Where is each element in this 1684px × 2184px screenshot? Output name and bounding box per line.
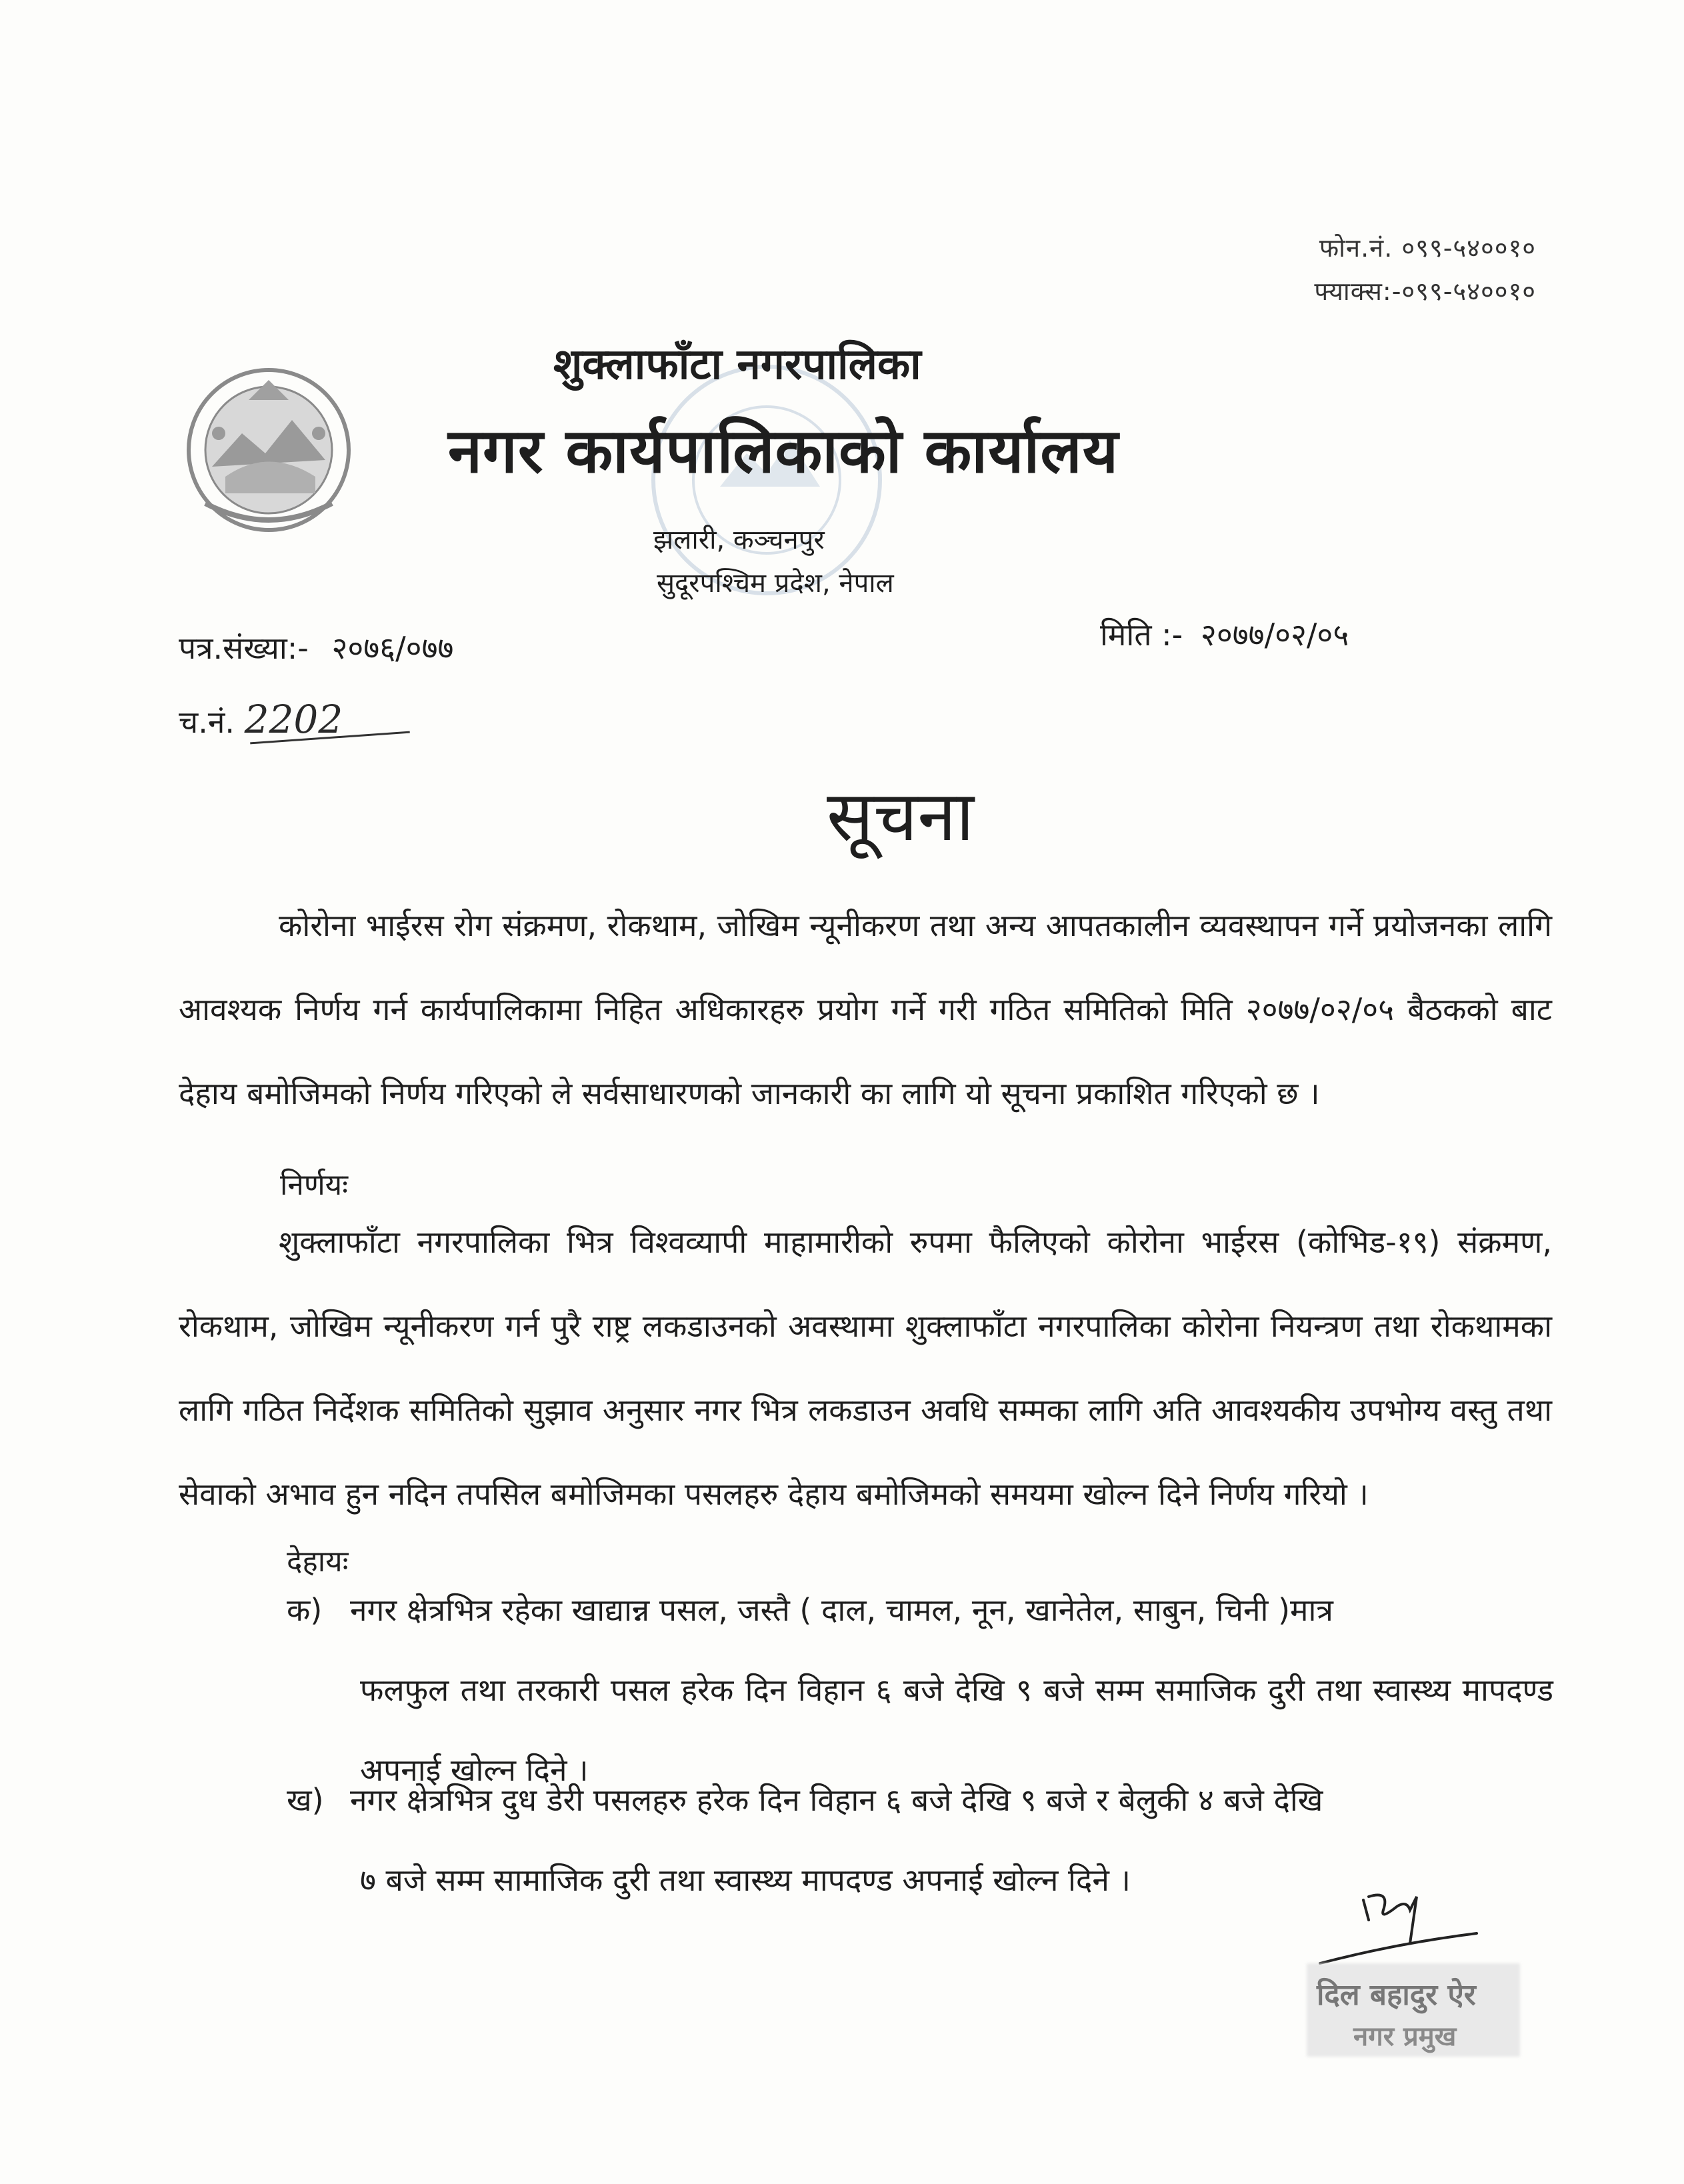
signature-icon (1317, 1870, 1517, 1977)
fax-number: फ्याक्स:-०९९-५४००१० (1314, 277, 1536, 306)
decision-paragraph: शुक्लाफाँटा नगरपालिका भित्र विश्वव्यापी माहामारीको रुपमा फैलिएको कोरोना भाईरस (कोभिड-१९) संक्रमण, रोकथाम, जोखिम न्यूनीकरण गर्न पुरै राष्ट्र लकडाउनको अवस्थामा शुक्लाफाँटा नगरपालिका कोरोना नियन्त्रण तथा रोकथामका लागि गठित निर्देशक समितिको सुझाव अनुसार नगर भित्र लकडाउन अवधि सम्मका लागि अति आवश्यकीय उपभोग्य वस्तु तथा सेवाको अभाव हुन नदिन तपसिल बमोजिमका पसलहरु देहाय बमोजिमको समयमा खोल्न दिने निर्णय गरियो । (179, 1224, 1552, 1512)
letter-date (1100, 613, 1349, 655)
reference-label: पत्र.संख्या:- (179, 630, 309, 666)
details-heading: देहायः (287, 1545, 349, 1579)
office-name: नगर कार्यपालिकाको कार्यालय (448, 415, 1119, 487)
date-value: २०७७/०२/०५ (1200, 617, 1349, 653)
date-label: मिति :- (1100, 617, 1183, 653)
seal-name: दिल बहादुर ऐर (1317, 1978, 1476, 2012)
phone-number: फोन.नं. ०९९-५४००१० (1319, 233, 1536, 263)
list-item-marker: ख) (287, 1782, 324, 1818)
reference-value: २०७६/०७७ (331, 630, 454, 666)
address-line-1: झलारी, कञ्चनपुर (653, 525, 825, 555)
municipality-name: शुक्लाफाँटा नगरपालिका (553, 340, 921, 389)
address-line-2: सुदूरपश्चिम प्रदेश, नेपाल (657, 568, 894, 599)
list-item-marker: क) (287, 1592, 323, 1628)
nepal-emblem-icon (179, 360, 359, 540)
seal-title: नगर प्रमुख (1353, 2021, 1457, 2052)
list-item-continuation: फलफुल तथा तरकारी पसल हरेक दिन विहान ६ बजे देखि ९ बजे सम्म समाजिक दुरी तथा स्वास्थ्य मापदण्ड अपनाई खोल्न दिने । (360, 1672, 1553, 1788)
list-item-continuation: ७ बजे सम्म सामाजिक दुरी तथा स्वास्थ्य मापदण्ड अपनाई खोल्न दिने । (360, 1862, 1131, 1898)
dispatch-label: च.नं. (179, 704, 235, 740)
list-item-text: नगर क्षेत्रभित्र रहेका खाद्यान्न पसल, जस्तै ( दाल, चामल, नून, खानेतेल, साबुन, चिनी )मात्र (350, 1592, 1333, 1628)
dispatch-number (179, 697, 343, 742)
notice-title: सूचना (827, 775, 975, 857)
dispatch-value-handwritten: 2202 (244, 697, 343, 742)
list-item-text: नगर क्षेत्रभित्र दुध डेरी पसलहरु हरेक दिन विहान ६ बजे देखि ९ बजे र बेलुकी ४ बजे देखि (350, 1782, 1323, 1818)
reference-number (179, 627, 453, 668)
decision-heading: निर्णयः (280, 1168, 349, 1202)
intro-paragraph: कोरोना भाईरस रोग संक्रमण, रोकथाम, जोखिम न्यूनीकरण तथा अन्य आपतकालीन व्यवस्थापन गर्ने प्रयोजनका लागि आवश्यक निर्णय गर्न कार्यपालिकामा निहित अधिकारहरु प्रयोग गर्ने गरी गठित समितिको मिति २०७७/०२/०५ बैठकको बाट देहाय बमोजिमको निर्णय गरिएको ले सर्वसाधारणको जानकारी का लागि यो सूचना प्रकाशित गरिएको छ । (179, 907, 1552, 1111)
